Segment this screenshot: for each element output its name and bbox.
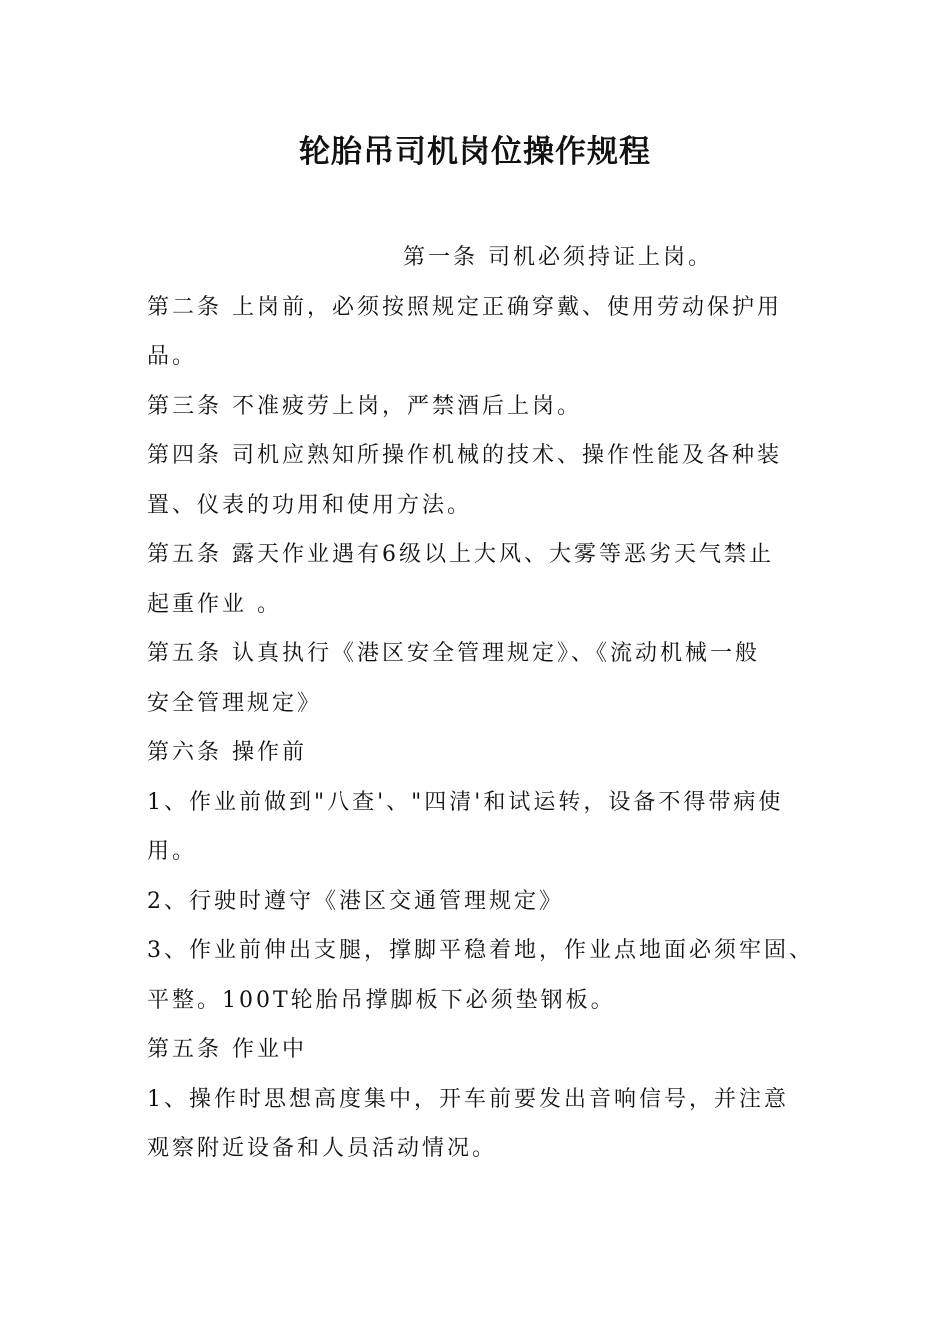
document-body [147,233,827,1174]
paragraph-line: 平整。100T轮胎吊撑脚板下必须垫钢板。 [147,987,616,1013]
paragraph-line: 第五条 露天作业遇有6级以上大风、大雾等恶劣天气禁止 [147,542,774,567]
paragraph-line: 安全管理规定》 [147,690,323,716]
paragraph-line: 置、仪表的功用和使用方法。 [147,492,473,518]
paragraph-line: 第二条 上岗前，必须按照规定正确穿戴、使用劳动保护用 [147,294,782,320]
paragraph-line: 第一条 司机必须持证上岗。 [403,245,713,270]
paragraph-line: 1、操作时思想高度集中，开车前要发出音响信号，并注意 [147,1086,789,1112]
paragraph-line: 第五条 认真执行《港区安全管理规定》、《流动机械一般 [147,641,760,666]
paragraph-line: 3、作业前伸出支腿，撑脚平稳着地，作业点地面必须牢固、 [147,938,814,963]
paragraph-line: 品。 [147,344,198,369]
document-title: 轮胎吊司机岗位操作规程 [299,134,651,170]
paragraph-line: 第四条 司机应熟知所操作机械的技术、操作性能及各种装 [147,443,782,468]
paragraph-line: 第五条 作业中 [147,1037,307,1062]
paragraph-line: 2、行驶时遵守《港区交通管理规定》 [147,888,564,914]
paragraph-line: 观察附近设备和人员活动情况。 [147,1136,498,1161]
paragraph-line: 起重作业 。 [147,591,282,617]
paragraph-line: 第三条 不准疲劳上岗，严禁酒后上岗。 [147,393,582,419]
paragraph-line: 用。 [147,839,198,864]
paragraph-line: 第六条 操作前 [147,740,307,765]
paragraph-line: 1、作业前做到"八查'、"四清'和试运转，设备不得带病使 [147,789,784,815]
